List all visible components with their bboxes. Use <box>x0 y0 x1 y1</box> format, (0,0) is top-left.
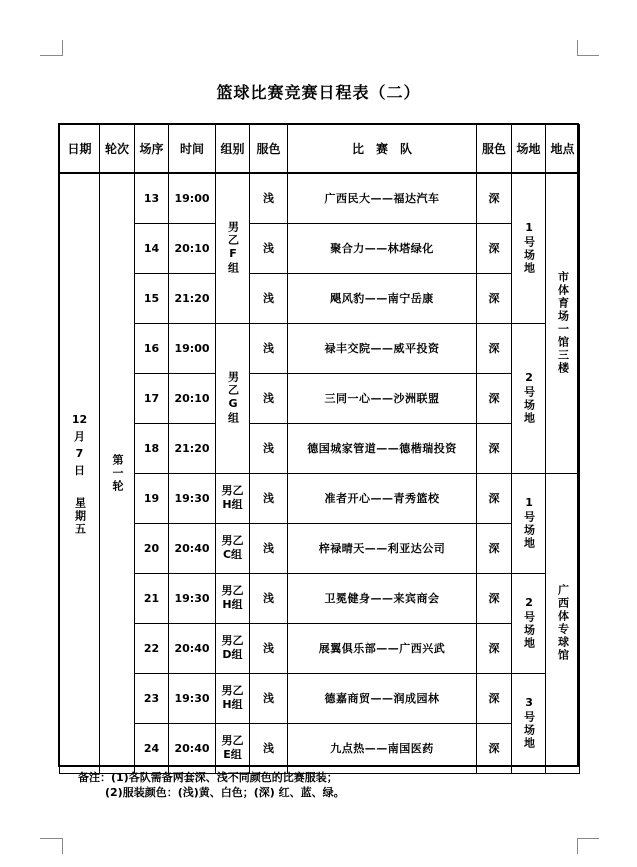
away-color-cell: 深 <box>477 423 512 473</box>
table-row <box>60 573 580 623</box>
home-color-cell: 浅 <box>250 173 288 223</box>
table-row <box>60 223 580 273</box>
seq-cell: 19 <box>135 473 169 523</box>
header-group: 组别 <box>216 125 250 174</box>
time-cell: 19:00 <box>169 173 216 223</box>
seq-cell: 20 <box>135 523 169 573</box>
away-color-cell: 深 <box>477 223 512 273</box>
home-color-cell: 浅 <box>250 373 288 423</box>
header-time: 时间 <box>169 125 216 174</box>
time-cell: 20:10 <box>169 223 216 273</box>
match-cell: 广西民大——福达汽车 <box>288 173 477 223</box>
table-row <box>60 473 580 523</box>
match-cell: 卫冕健身——来宾商会 <box>288 573 477 623</box>
round-label: 第一轮 <box>111 453 125 493</box>
away-color-cell: 深 <box>477 273 512 323</box>
header-court: 场地 <box>512 125 546 174</box>
header-round: 轮次 <box>100 125 135 174</box>
away-color-cell: 深 <box>477 573 512 623</box>
notes <box>78 770 345 800</box>
home-color-cell: 浅 <box>250 673 288 723</box>
match-cell: 准者开心——青秀篮校 <box>288 473 477 523</box>
weekday: 星期五 <box>73 496 87 536</box>
header-teams: 比 赛 队 <box>288 125 477 174</box>
table-row <box>60 323 580 373</box>
match-cell: 聚合力——林塔绿化 <box>288 223 477 273</box>
seq-cell: 24 <box>135 723 169 773</box>
court-cell <box>512 673 546 773</box>
table-row <box>60 173 580 223</box>
header-color-away: 服色 <box>477 125 512 174</box>
table-row <box>60 423 580 473</box>
home-color-cell: 浅 <box>250 723 288 773</box>
seq-cell: 22 <box>135 623 169 673</box>
seq-cell: 14 <box>135 223 169 273</box>
group-label: 男乙F组 <box>226 221 240 276</box>
crop-mark-bottom-right-v <box>577 838 578 854</box>
away-color-cell: 深 <box>477 173 512 223</box>
home-color-cell: 浅 <box>250 323 288 373</box>
court-cell <box>512 473 546 573</box>
away-color-cell: 深 <box>477 723 512 773</box>
time-cell: 20:10 <box>169 373 216 423</box>
crop-mark-top-right-h <box>577 55 599 56</box>
away-color-cell: 深 <box>477 473 512 523</box>
time-cell: 19:30 <box>169 673 216 723</box>
match-cell: 梓禄晴天——利亚达公司 <box>288 523 477 573</box>
date-day-suffix: 日 <box>74 463 85 477</box>
home-color-cell: 浅 <box>250 573 288 623</box>
court-label: 1号场地 <box>522 496 536 550</box>
match-cell: 禄丰交院——威平投资 <box>288 323 477 373</box>
time-cell: 20:40 <box>169 623 216 673</box>
header-date: 日期 <box>60 125 100 174</box>
home-color-cell: 浅 <box>250 623 288 673</box>
location-cell <box>546 173 580 473</box>
location-cell <box>546 473 580 773</box>
table-row <box>60 273 580 323</box>
seq-cell: 16 <box>135 323 169 373</box>
court-label: 2号场地 <box>522 371 536 425</box>
date-cell <box>60 173 100 773</box>
home-color-cell: 浅 <box>250 473 288 523</box>
page-title: 篮球比赛竞赛日程表（二） <box>216 83 421 102</box>
court-label: 1号场地 <box>522 221 536 276</box>
table-row <box>60 723 580 773</box>
match-cell: 飓风豹——南宁岳康 <box>288 273 477 323</box>
court-cell <box>512 173 546 323</box>
away-color-cell: 深 <box>477 673 512 723</box>
group-label: 男乙G组 <box>226 371 240 425</box>
time-cell: 21:20 <box>169 273 216 323</box>
home-color-cell: 浅 <box>250 523 288 573</box>
header-row <box>60 125 580 174</box>
time-cell: 20:40 <box>169 723 216 773</box>
home-color-cell: 浅 <box>250 423 288 473</box>
time-cell: 19:30 <box>169 473 216 523</box>
crop-mark-top-left-v <box>62 40 63 56</box>
group-cell: 男乙 H组 <box>216 573 250 623</box>
home-color-cell: 浅 <box>250 223 288 273</box>
match-cell: 德国城家管道——德楷瑞投资 <box>288 423 477 473</box>
table-row <box>60 373 580 423</box>
time-cell: 21:20 <box>169 423 216 473</box>
group-cell <box>216 173 250 323</box>
court-label: 2号场地 <box>522 596 536 650</box>
seq-cell: 13 <box>135 173 169 223</box>
header-seq: 场序 <box>135 125 169 174</box>
seq-cell: 23 <box>135 673 169 723</box>
away-color-cell: 深 <box>477 323 512 373</box>
note-line-1: 备注：(1)各队需备两套深、浅不同颜色的比赛服装； <box>78 771 338 784</box>
round-cell <box>100 173 135 773</box>
crop-mark-top-right-v <box>577 40 578 56</box>
group-cell: 男乙 H组 <box>216 473 250 523</box>
away-color-cell: 深 <box>477 623 512 673</box>
away-color-cell: 深 <box>477 523 512 573</box>
schedule-table <box>59 124 580 774</box>
time-cell: 19:00 <box>169 323 216 373</box>
seq-cell: 15 <box>135 273 169 323</box>
crop-mark-top-left-h <box>40 55 62 56</box>
seq-cell: 21 <box>135 573 169 623</box>
away-color-cell: 深 <box>477 373 512 423</box>
date-month: 月 <box>74 429 85 443</box>
group-cell: 男乙 D组 <box>216 623 250 673</box>
group-cell: 男乙 E组 <box>216 723 250 773</box>
court-label: 3号场地 <box>522 696 536 750</box>
group-cell <box>216 323 250 473</box>
seq-cell: 18 <box>135 423 169 473</box>
seq-cell: 17 <box>135 373 169 423</box>
location-label: 广西体专球馆 <box>556 584 570 662</box>
time-cell: 20:40 <box>169 523 216 573</box>
table-row <box>60 673 580 723</box>
table-row <box>60 523 580 573</box>
crop-mark-bottom-right-h <box>577 838 599 839</box>
crop-mark-bottom-left-v <box>62 838 63 854</box>
date-day: 7 <box>75 446 84 460</box>
crop-mark-bottom-left-h <box>40 838 62 839</box>
group-cell: 男乙 H组 <box>216 673 250 723</box>
time-cell: 19:30 <box>169 573 216 623</box>
home-color-cell: 浅 <box>250 273 288 323</box>
match-cell: 展翼俱乐部——广西兴武 <box>288 623 477 673</box>
match-cell: 三同一心——沙洲联盟 <box>288 373 477 423</box>
group-cell: 男乙 C组 <box>216 523 250 573</box>
match-cell: 德嘉商贸——润成园林 <box>288 673 477 723</box>
note-line-2: (2)服装颜色：(浅)黄、白色；(深) 红、蓝、绿。 <box>105 786 345 799</box>
match-cell: 九点热——南国医药 <box>288 723 477 773</box>
date-number: 12 <box>71 412 88 426</box>
table-row <box>60 623 580 673</box>
header-color-home: 服色 <box>250 125 288 174</box>
location-label: 市体育场一馆三楼 <box>556 271 570 376</box>
court-cell <box>512 573 546 673</box>
header-location: 地点 <box>546 125 580 174</box>
court-cell <box>512 323 546 473</box>
